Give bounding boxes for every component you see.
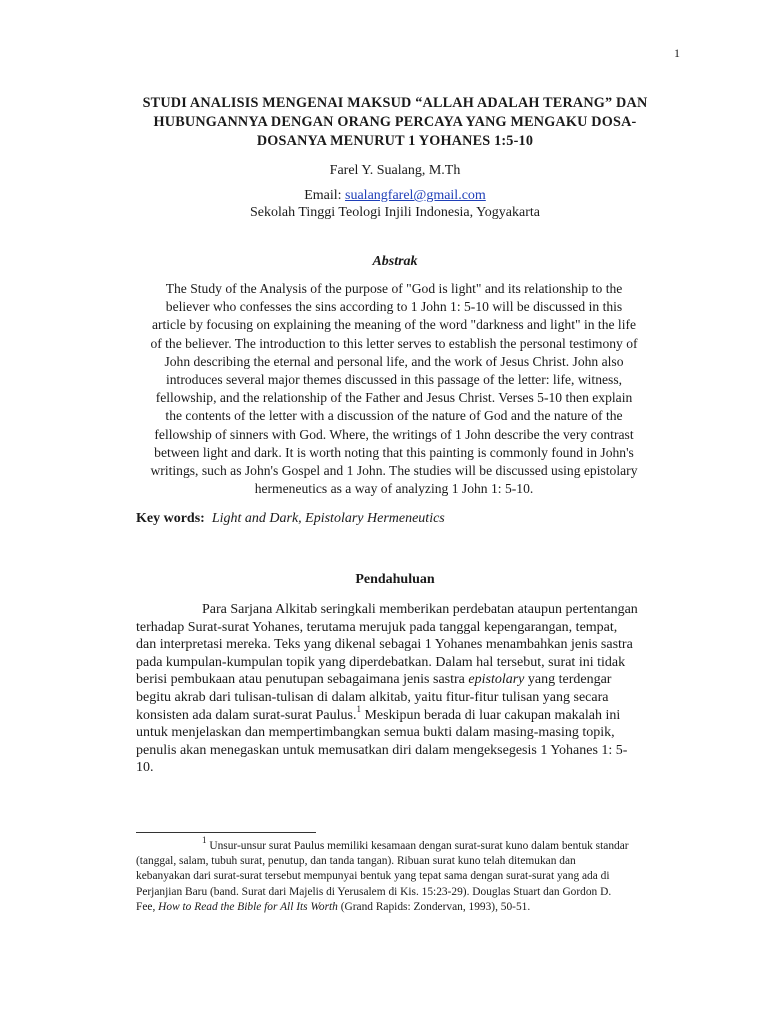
footnote-separator	[136, 832, 316, 833]
paragraph-line	[136, 703, 676, 725]
text-run: Meskipun berada di luar cakupan makalah ini	[360, 707, 621, 723]
abstract-line: The Study of the Analysis of the purpose of "God is light" and its relationship to the	[165, 281, 623, 296]
footnote-line: Perjanjian Baru (band. Surat dari Majelis di Yerusalem di Kis. 15:23-29). Douglas Stuart dan Gordon D.	[136, 885, 612, 898]
abstract-heading: Abstrak	[372, 254, 418, 269]
abstract-line: fellowship of sinners with God. Where, the writings of 1 John describe the very contrast	[154, 426, 634, 442]
footnote-line	[136, 835, 696, 854]
footnote-line	[136, 900, 696, 915]
keywords-values: Light and Dark, Epistolary Hermeneutics	[211, 511, 445, 526]
author-institution: Sekolah Tinggi Teologi Injili Indonesia, Yogyakarta	[249, 205, 541, 220]
footnote-line: kebanyakan dari surat-surat tersebut mempunyai bentuk yang tepat sama dengan surat-surat yang ada di	[136, 870, 610, 883]
footnote	[136, 835, 696, 915]
keywords-label: Key words:	[136, 511, 205, 526]
email-label: Email:	[304, 188, 346, 203]
footnote-line: (tanggal, salam, tubuh surat, penutup, dan tanda tangan). Ribuan surat kuno telah ditemukan dan	[136, 855, 576, 868]
author-name: Farel Y. Sualang, M.Th	[329, 163, 461, 178]
paragraph-line: untuk menjelaskan dan mempertimbangkan semua bukti dalam masing-masing topik,	[136, 725, 615, 741]
abstract-line: the contents of the letter with a discussion of the nature of God and the nature of the	[165, 408, 623, 424]
paper-title	[130, 94, 660, 151]
author-email	[0, 188, 768, 204]
paragraph-line: begitu akrab dari tulisan-tulisan di dalam alkitab, yaitu fitur-fitur tulisan yang secara	[136, 689, 609, 705]
text-run: (Grand Rapids: Zondervan, 1993), 50-51.	[337, 900, 531, 913]
book-title: How to Read the Bible for All Its Worth	[158, 900, 338, 913]
abstract-line: believer who confesses the sins according to 1 John 1: 5-10 will be discussed in this	[165, 299, 623, 315]
abstract-line: fellowship, and the relationship of the Father and Jesus Christ. Verses 5-10 then explain	[155, 390, 633, 406]
paragraph-line: dan interpretasi mereka. Teks yang dikenal sebagai 1 Yohanes menambahkan jenis sastra	[136, 637, 633, 653]
title-line: HUBUNGANNYA DENGAN ORANG PERCAYA YANG MENGAKU DOSA-	[153, 114, 637, 130]
abstract-line: between light and dark. It is worth noting that this painting is commonly found in John's	[154, 444, 634, 460]
footnote-marker: 1	[202, 835, 207, 846]
title-line: STUDI ANALISIS MENGENAI MAKSUD “ALLAH ADALAH TERANG” DAN	[142, 95, 648, 111]
text-run: Fee,	[136, 900, 159, 913]
abstract-line: John describing the eternal and personal life, and the work of Jesus Christ. John also	[164, 353, 624, 369]
footnote-reference[interactable]: 1	[356, 703, 361, 714]
abstract-line: writings, such as John's Gospel and 1 John. The studies will be discussed using epistolary	[150, 463, 638, 479]
keywords	[136, 511, 445, 527]
abstract-line: article by focusing on explaining the meaning of the word "darkness and light" in the life	[151, 317, 637, 333]
paragraph-line: penulis akan menegaskan untuk memusatkan diri dalam mengeksegesis 1 Yohanes 1: 5-	[136, 742, 628, 758]
abstract-line: hermeneutics as a way of analyzing 1 John 1: 5-10.	[254, 481, 534, 497]
abstract-line: of the believer. The introduction to this letter serves to establish the personal testimony of	[150, 335, 638, 351]
email-link[interactable]: sualangfarel@gmail.com	[345, 188, 486, 203]
section-heading-introduction: Pendahuluan	[355, 572, 435, 587]
paragraph-line: pada kumpulan-kumpulan topik yang diperdebatkan. Dalam hal tersebut, surat ini tidak	[136, 654, 626, 670]
paragraph-line: terhadap Surat-surat Yohanes, terutama merujuk pada tanggal kepengarangan, tempat,	[136, 619, 618, 635]
paragraph-line	[136, 671, 676, 689]
paragraph-line: 10.	[136, 760, 154, 776]
title-line: DOSANYA MENURUT 1 YOHANES 1:5-10	[256, 133, 534, 149]
paragraph-line: Para Sarjana Alkitab seringkali memberikan perdebatan ataupun pertentangan	[202, 602, 638, 617]
introduction-paragraph	[136, 601, 676, 777]
emphasized-term: epistolary	[468, 672, 525, 688]
abstract-text	[134, 280, 654, 498]
text-run: yang terdengar	[524, 672, 612, 688]
text-run: konsisten ada dalam surat-surat Paulus.	[136, 707, 357, 723]
abstract-line: introduces several major themes discussed in this passage of the letter: life, witness,	[165, 372, 623, 388]
text-run: Unsur-unsur surat Paulus memiliki kesamaan dengan surat-surat kuno dalam bentuk standar	[206, 840, 629, 852]
page-number: 1	[674, 46, 680, 60]
text-run: berisi pembukaan atau penutupan sebagaimana jenis sastra	[136, 672, 469, 688]
